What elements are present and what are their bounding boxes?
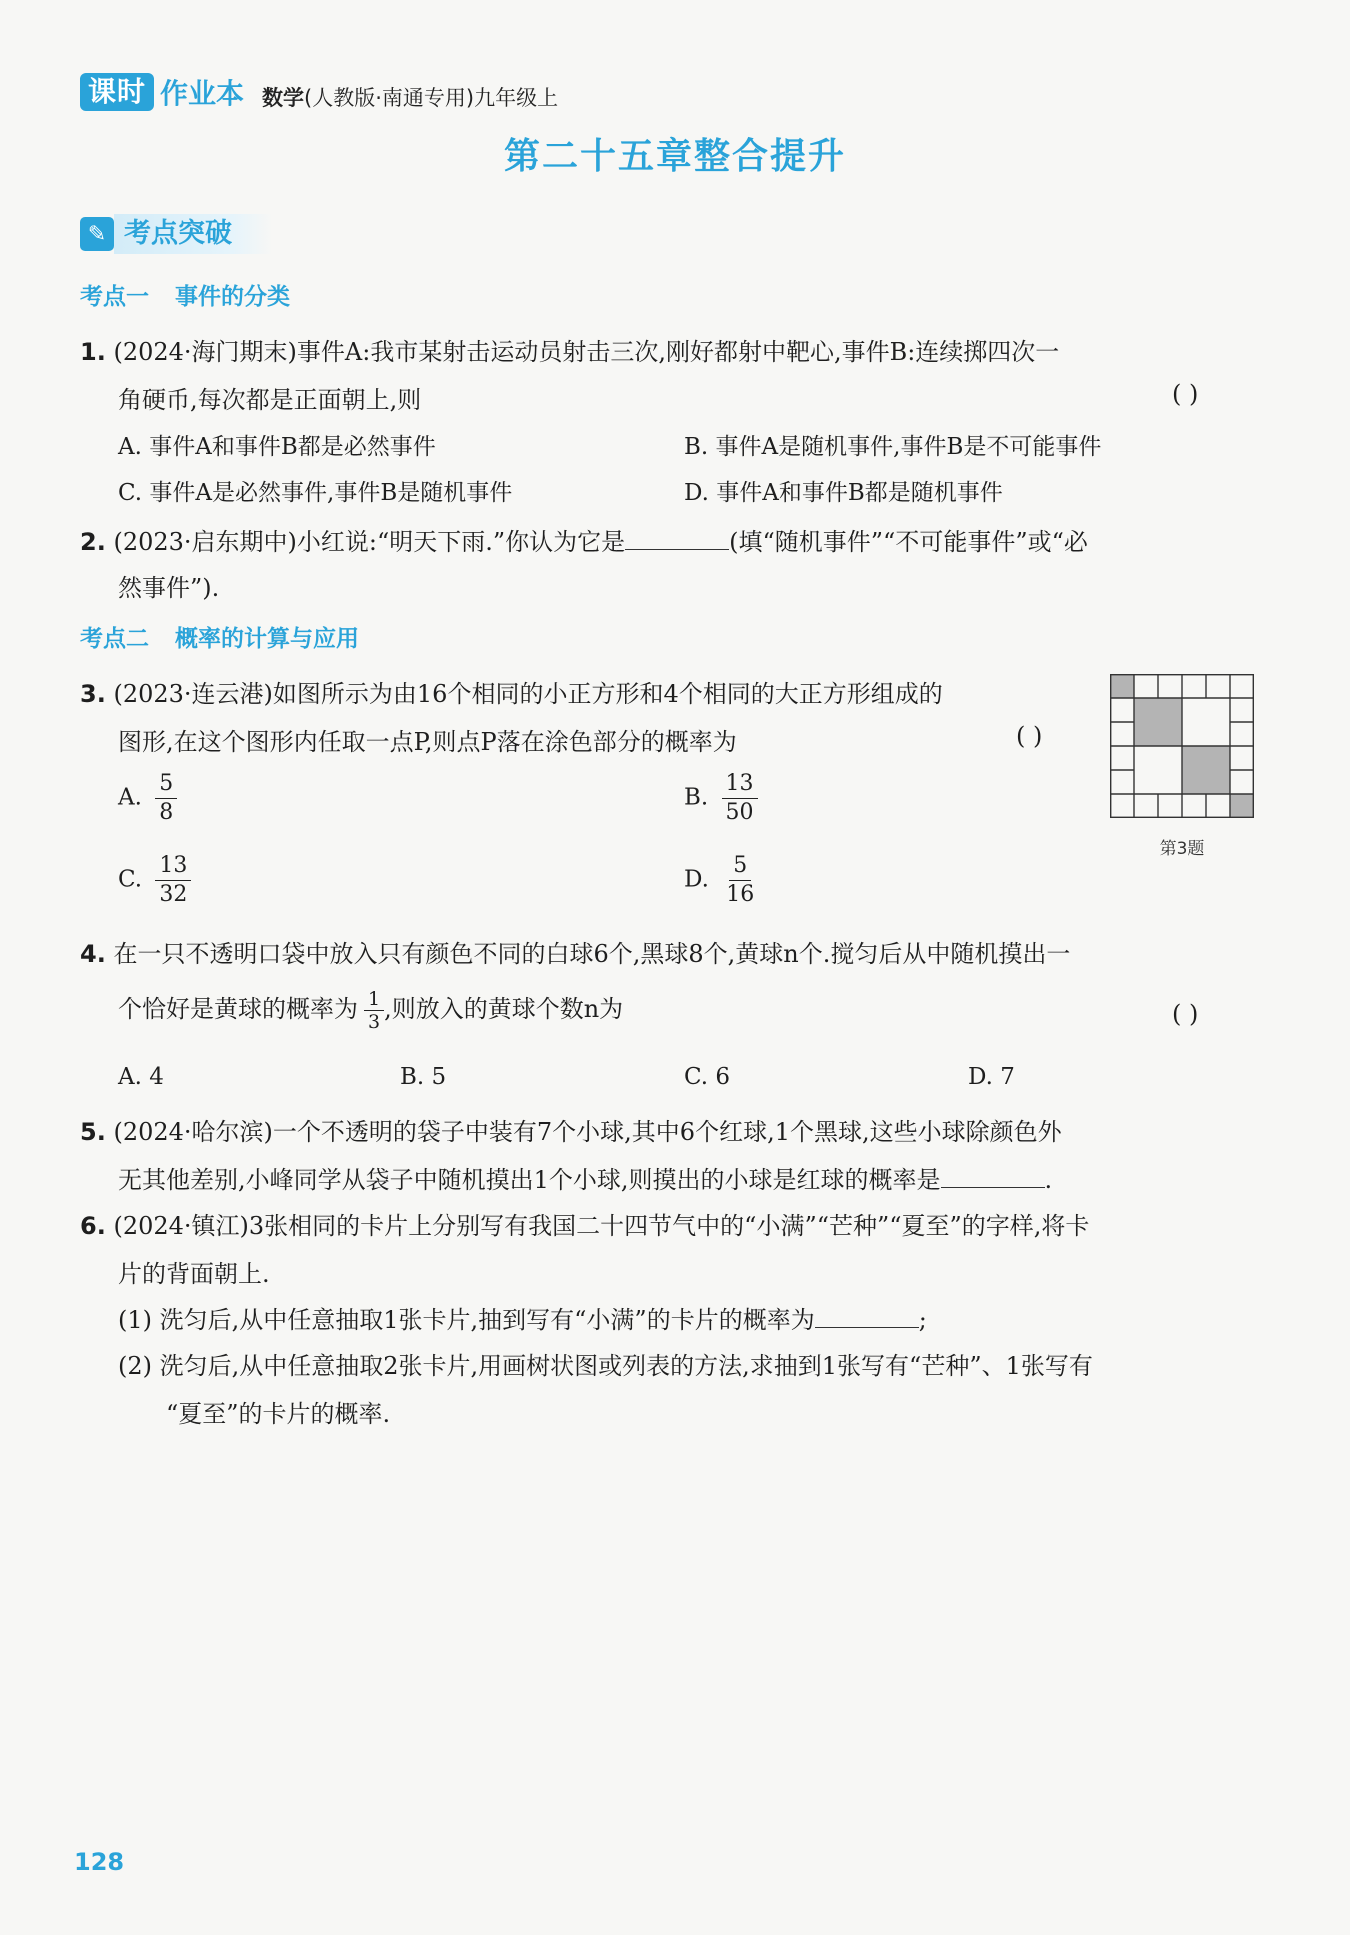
logo-text: 作业本 (160, 77, 245, 110)
denominator: 8 (159, 800, 174, 825)
question-6-part-1 (118, 1300, 927, 1335)
answer-parentheses: ( ) (1016, 722, 1043, 750)
question-6-line-1 (80, 1206, 1089, 1241)
shaded-small-square (1110, 674, 1134, 698)
banner-label: 考点突破 (114, 214, 272, 254)
denominator: 16 (726, 882, 755, 907)
option-label: B. (684, 784, 709, 811)
section-banner (80, 212, 272, 256)
option-label: A. (118, 784, 142, 811)
shaded-large-square (1134, 698, 1182, 746)
pencil-icon: ✎ (80, 217, 114, 251)
option-c: C. 6 (684, 1064, 731, 1090)
question-end: ; (918, 1306, 927, 1334)
shaded-large-square (1182, 746, 1230, 794)
option-d (684, 852, 758, 909)
question-1-line-1 (80, 332, 1059, 367)
question-number: 1. (80, 338, 106, 366)
page-header (80, 72, 558, 112)
question-number: 3. (80, 680, 106, 708)
question-text-cont: (填“随机事件”“不可能事件”或“必 (729, 528, 1088, 556)
numerator: 1 (364, 988, 384, 1011)
question-text: 个恰好是黄球的概率为 (118, 995, 358, 1023)
answer-blank (815, 1305, 919, 1328)
option-b: B. 事件A是随机事件,事件B是不可能事件 (684, 434, 1102, 460)
question-number: 2. (80, 528, 106, 556)
question-text: 在一只不透明口袋中放入只有颜色不同的白球6个,黑球8个,黄球n个.搅匀后从中随机摸出一 (113, 940, 1071, 968)
question-5-line-2 (118, 1160, 1052, 1195)
question-text: (1) 洗匀后,从中任意抽取1张卡片,抽到写有“小满”的卡片的概率为 (118, 1306, 815, 1334)
question-2-line-2: 然事件”). (118, 574, 220, 602)
section-heading-2 (80, 620, 359, 653)
section-label: 考点二 (80, 626, 149, 652)
question-4-line-2 (118, 988, 623, 1033)
question-end: . (1044, 1166, 1053, 1194)
numerator: 5 (729, 852, 751, 881)
option-d: D. 事件A和事件B都是随机事件 (684, 480, 1003, 506)
numerator: 13 (155, 852, 191, 881)
question-text: (2023·连云港)如图所示为由16个相同的小正方形和4个相同的大正方形组成的 (113, 680, 943, 708)
question-text: (2024·海门期末)事件A:我市某射击运动员射击三次,刚好都射中靶心,事件B:连续掷四次一 (113, 338, 1060, 366)
fraction (155, 852, 191, 909)
section-name: 概率的计算与应用 (175, 626, 359, 652)
question-3-line-2: 图形,在这个图形内任取一点P,则点P落在涂色部分的概率为 (118, 728, 737, 756)
figure-caption: 第3题 (1159, 839, 1205, 859)
question-3-line-1 (80, 674, 943, 709)
question-text: (2023·启东期中)小红说:“明天下雨.”你认为它是 (113, 528, 626, 556)
option-c: C. 事件A是必然事件,事件B是随机事件 (118, 480, 513, 506)
chapter-title: 第二十五章整合提升 (503, 135, 846, 177)
subject-bold: 数学 (262, 86, 305, 110)
option-label: C. (118, 866, 143, 893)
option-b (684, 770, 758, 827)
logo-box: 课时 (80, 73, 154, 111)
subject-line (262, 82, 558, 112)
question-number: 6. (80, 1212, 106, 1240)
option-a: A. 事件A和事件B都是必然事件 (118, 434, 436, 460)
option-a (118, 770, 177, 827)
question-text: (2024·镇江)3张相同的卡片上分别写有我国二十四节气中的“小满”“芒种”“夏至”的字样,将卡 (113, 1212, 1090, 1240)
question-5-line-1 (80, 1112, 1062, 1147)
option-a: A. 4 (118, 1064, 164, 1090)
option-c (118, 852, 191, 909)
question-2-line-1 (80, 522, 1088, 557)
numerator: 13 (722, 770, 758, 799)
fraction (722, 770, 758, 827)
section-heading-1 (80, 278, 290, 311)
shaded-small-square (1230, 794, 1254, 818)
question-text-cont: ,则放入的黄球个数n为 (384, 995, 624, 1023)
question-text: (2024·哈尔滨)一个不透明的袋子中装有7个小球,其中6个红球,1个黑球,这些小球除颜色外 (113, 1118, 1062, 1146)
question-text: 无其他差别,小峰同学从袋子中随机摸出1个小球,则摸出的小球是红球的概率是 (118, 1166, 941, 1194)
question-1-line-2: 角硬币,每次都是正面朝上,则 (118, 386, 422, 414)
denominator: 3 (368, 1011, 381, 1033)
denominator: 32 (159, 882, 188, 907)
section-name: 事件的分类 (175, 284, 290, 310)
question-6-part-2-line-1: (2) 洗匀后,从中任意抽取2张卡片,用画树状图或列表的方法,求抽到1张写有“芒种”、1张写有 (118, 1352, 1093, 1380)
page-number: 128 (74, 1848, 125, 1876)
answer-parentheses: ( ) (1172, 380, 1199, 408)
fraction (722, 852, 758, 909)
question-number: 5. (80, 1118, 106, 1146)
answer-parentheses: ( ) (1172, 1000, 1199, 1028)
brand-logo (80, 72, 244, 112)
section-label: 考点一 (80, 284, 149, 310)
answer-blank (625, 527, 729, 550)
numerator: 5 (155, 770, 177, 799)
answer-blank (941, 1165, 1045, 1188)
fraction (364, 988, 384, 1033)
question-6-part-2-line-2: “夏至”的卡片的概率. (166, 1400, 391, 1428)
fraction (155, 770, 177, 827)
square-grid-figure (1110, 674, 1254, 818)
option-b: B. 5 (400, 1064, 447, 1090)
subject-rest: (人教版·南通专用)九年级上 (304, 86, 559, 110)
option-d: D. 7 (968, 1064, 1015, 1090)
question-number: 4. (80, 940, 106, 968)
option-label: D. (684, 866, 709, 893)
denominator: 50 (725, 800, 754, 825)
question-6-line-2: 片的背面朝上. (118, 1260, 270, 1288)
question-4-line-1 (80, 934, 1070, 969)
